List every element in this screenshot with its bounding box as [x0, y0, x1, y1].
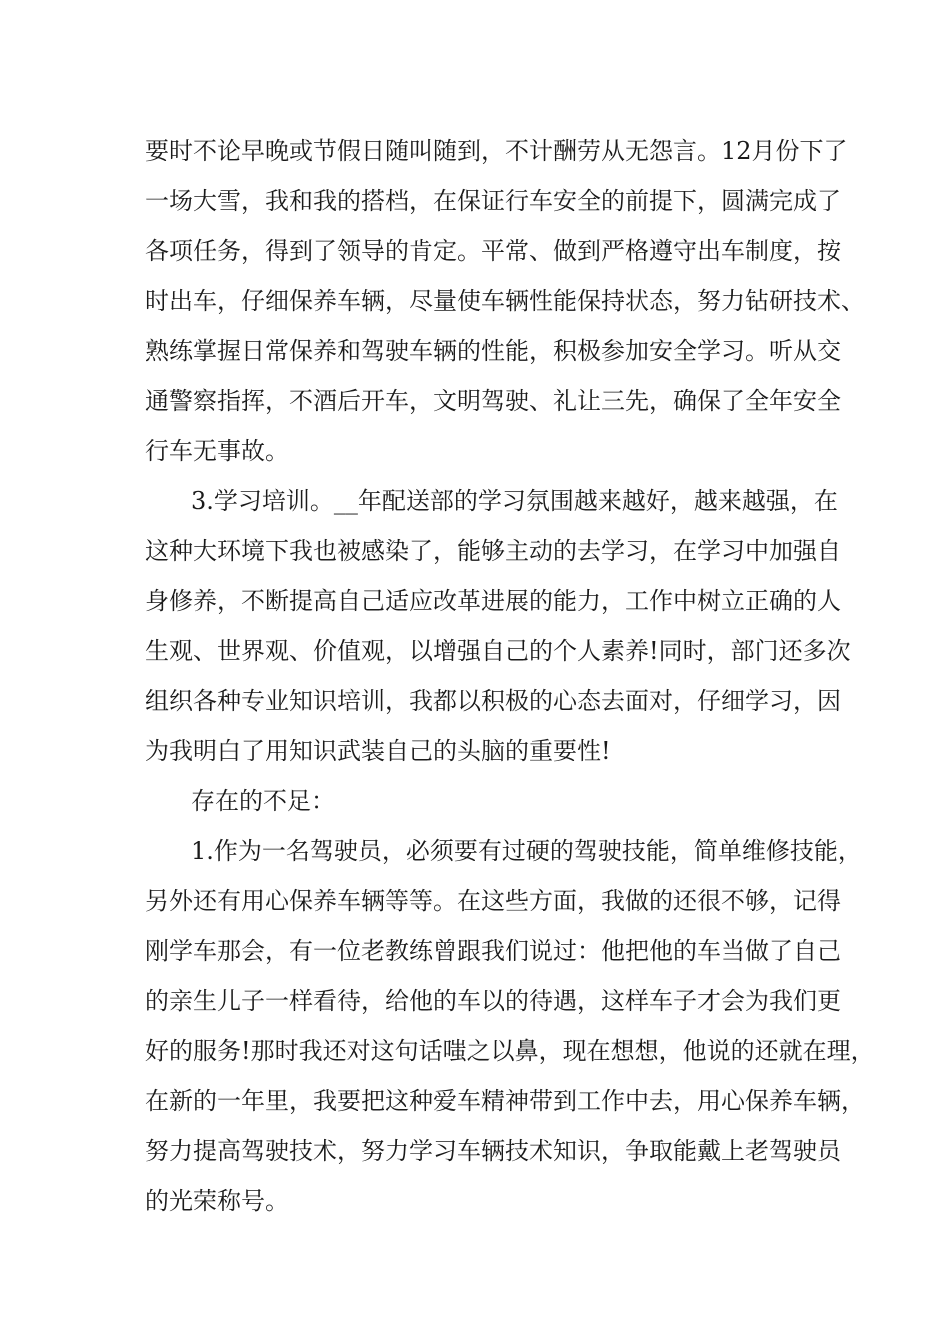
text-line: 行车无事故。 [145, 437, 289, 465]
document-body [145, 126, 875, 1226]
text-line: 熟练掌握日常保养和驾驶车辆的性能，积极参加安全学习。听从交 [145, 337, 841, 365]
text-line: 这种大环境下我也被感染了，能够主动的去学习，在学习中加强自 [145, 537, 841, 565]
text-line: 时出车，仔细保养车辆，尽量使车辆性能保持状态，努力钻研技术、 [145, 287, 865, 315]
text-line: 一场大雪，我和我的搭档，在保证行车安全的前提下，圆满完成了 [145, 187, 841, 215]
text-line: 各项任务，得到了领导的肯定。平常、做到严格遵守出车制度，按 [145, 237, 841, 265]
text-line: 为我明白了用知识武装自己的头脑的重要性! [145, 737, 611, 765]
text-line: 组织各种专业知识培训，我都以积极的心态去面对，仔细学习，因 [145, 687, 841, 715]
text-line: 努力提高驾驶技术，努力学习车辆技术知识，争取能戴上老驾驶员 [145, 1137, 841, 1165]
paragraph-start-line: 1.作为一名驾驶员，必须要有过硬的驾驶技能，简单维修技能， [191, 837, 862, 865]
text-line: 生观、世界观、价值观，以增强自己的个人素养!同时，部门还多次 [145, 637, 851, 665]
text-line: 刚学车那会，有一位老教练曾跟我们说过：他把他的车当做了自己 [145, 937, 841, 965]
section-heading: 存在的不足： [191, 787, 335, 815]
text-line: 要时不论早晚或节假日随叫随到，不计酬劳从无怨言。12月份下了 [145, 137, 848, 165]
text-line: 的亲生儿子一样看待，给他的车以的待遇，这样车子才会为我们更 [145, 987, 841, 1015]
text-line: 通警察指挥，不酒后开车，文明驾驶、礼让三先，确保了全年安全 [145, 387, 841, 415]
text-line: 的光荣称号。 [145, 1187, 289, 1215]
paragraph-start-line: 3.学习培训。__年配送部的学习氛围越来越好，越来越强，在 [191, 487, 838, 515]
text-line: 好的服务!那时我还对这句话嗤之以鼻，现在想想，他说的还就在理， [145, 1037, 875, 1065]
text-line: 身修养，不断提高自己适应改革进展的能力，工作中树立正确的人 [145, 587, 841, 615]
text-line: 在新的一年里，我要把这种爱车精神带到工作中去，用心保养车辆， [145, 1087, 865, 1115]
text-line: 另外还有用心保养车辆等等。在这些方面，我做的还很不够，记得 [145, 887, 841, 915]
